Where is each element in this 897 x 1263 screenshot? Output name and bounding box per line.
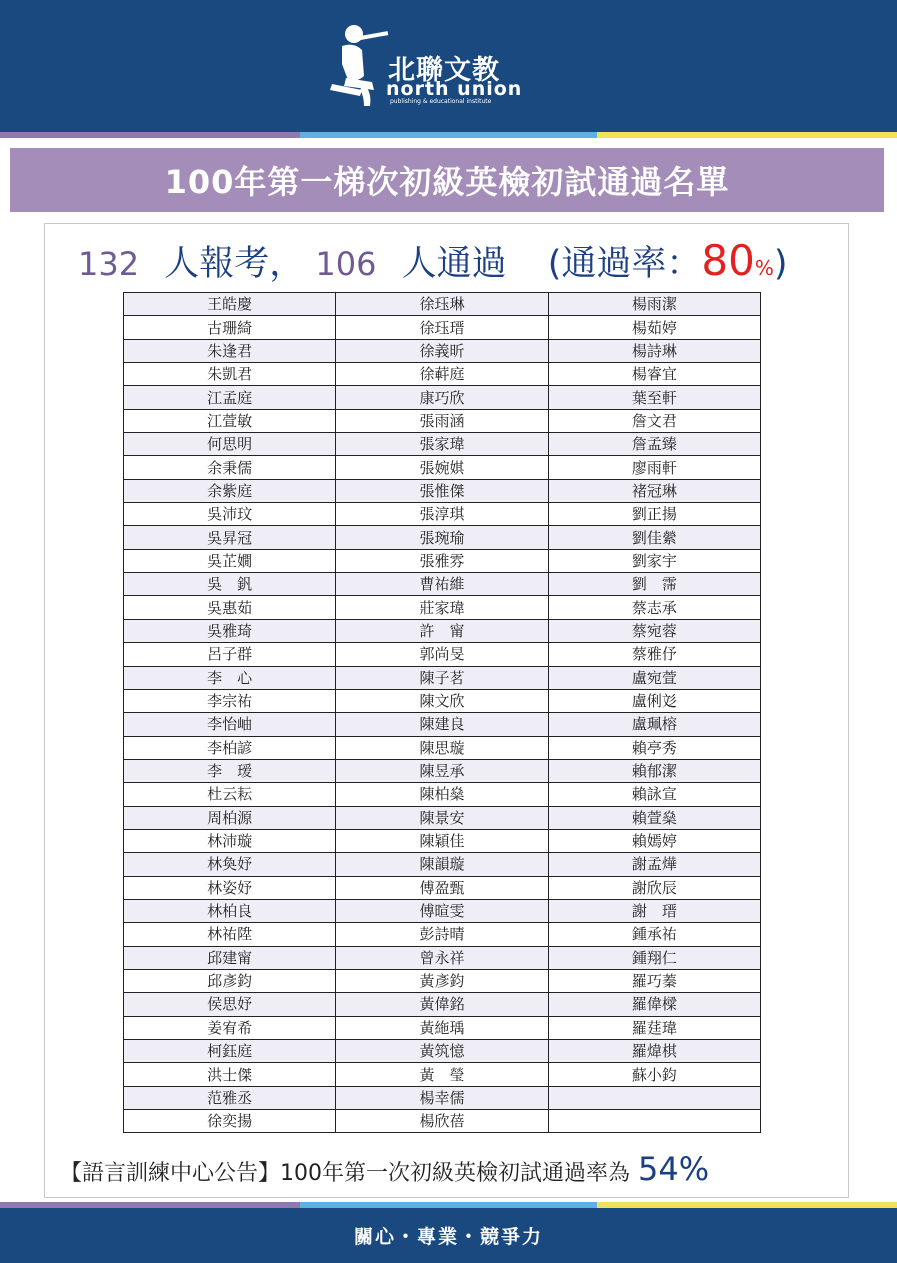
table-row: [124, 829, 761, 852]
name-cell: 黃 瑩: [336, 1063, 548, 1086]
title-banner: [10, 148, 884, 212]
name-cell: 陳柏燊: [336, 783, 548, 806]
name-cell: 張淳琪: [336, 503, 548, 526]
notice-line: [60, 1150, 840, 1188]
name-cell: 余紫庭: [124, 479, 336, 502]
name-cell: 楊雨潔: [548, 293, 760, 316]
name-cell: 郭尚旻: [336, 643, 548, 666]
name-cell: 楊茹婷: [548, 316, 760, 339]
name-cell: 林姿妤: [124, 876, 336, 899]
table-row: [124, 1063, 761, 1086]
table-row: [124, 1040, 761, 1063]
pass-rate-value: 80: [701, 236, 755, 285]
name-cell: 黃彥鈞: [336, 969, 548, 992]
table-row: [124, 339, 761, 362]
name-cell: 鍾翔仁: [548, 946, 760, 969]
table-row: [124, 1086, 761, 1109]
name-cell: 蔡雅伃: [548, 643, 760, 666]
name-cell: 吳惠茹: [124, 596, 336, 619]
table-row: [124, 666, 761, 689]
name-cell: 葉至軒: [548, 386, 760, 409]
name-cell: 賴嫣婷: [548, 829, 760, 852]
name-cell: 洪士傑: [124, 1063, 336, 1086]
table-row: [124, 503, 761, 526]
table-row: [124, 549, 761, 572]
name-cell: 劉佳縈: [548, 526, 760, 549]
name-cell: 曾永祥: [336, 946, 548, 969]
table-row: [124, 573, 761, 596]
rate-close: ): [773, 244, 788, 284]
table-row: [124, 643, 761, 666]
name-cell: 王皓慶: [124, 293, 336, 316]
reading-figure-icon: [328, 20, 390, 112]
name-cell: 陳昱承: [336, 759, 548, 782]
pass-list-table: [123, 292, 761, 1133]
stripe-yellow: [597, 132, 897, 138]
table-row: [124, 1016, 761, 1039]
table-row: [124, 316, 761, 339]
name-cell: 彭詩晴: [336, 923, 548, 946]
name-cell: 徐蓒庭: [336, 363, 548, 386]
registered-label: 人報考，: [164, 244, 305, 284]
name-cell: 李 心: [124, 666, 336, 689]
name-cell: 楊幸儒: [336, 1086, 548, 1109]
name-cell: 張惟傑: [336, 479, 548, 502]
table-row: [124, 853, 761, 876]
name-cell: 朱凱君: [124, 363, 336, 386]
name-cell: 李怡岫: [124, 713, 336, 736]
name-cell: 鍾承祐: [548, 923, 760, 946]
name-cell: 盧俐彣: [548, 689, 760, 712]
name-cell: 余秉儒: [124, 456, 336, 479]
table-row: [124, 993, 761, 1016]
name-cell: 林奐妤: [124, 853, 336, 876]
stripe-purple: [0, 132, 300, 138]
name-cell: 蘇小鈞: [548, 1063, 760, 1086]
name-cell: 李宗祐: [124, 689, 336, 712]
name-cell: 盧宛萱: [548, 666, 760, 689]
name-cell: 陳建良: [336, 713, 548, 736]
name-cell: 陳景安: [336, 806, 548, 829]
name-cell: 徐奕揚: [124, 1110, 336, 1133]
page-title: 100年第一梯次初級英檢初試通過名單: [164, 163, 730, 201]
top-color-stripes: [0, 132, 897, 138]
name-cell: 莊家瑋: [336, 596, 548, 619]
name-cell: 許 甯: [336, 619, 548, 642]
name-cell: 何思明: [124, 433, 336, 456]
table-row: [124, 596, 761, 619]
name-cell: 陳韻璇: [336, 853, 548, 876]
name-cell: 謝孟燁: [548, 853, 760, 876]
table-row: [124, 363, 761, 386]
name-cell: 蔡宛蓉: [548, 619, 760, 642]
name-cell: 曹祐維: [336, 573, 548, 596]
name-cell: 侯思妤: [124, 993, 336, 1016]
table-row: [124, 759, 761, 782]
name-cell: 張婉娸: [336, 456, 548, 479]
name-cell: 謝欣辰: [548, 876, 760, 899]
name-cell: 蔡志承: [548, 596, 760, 619]
name-cell: 詹文君: [548, 409, 760, 432]
table-row: [124, 783, 761, 806]
name-cell: 吳雅琦: [124, 619, 336, 642]
table-row: [124, 806, 761, 829]
table-row: [124, 386, 761, 409]
name-cell: 林祐陞: [124, 923, 336, 946]
name-cell: 李柏諺: [124, 736, 336, 759]
logo-subtitle: publishing & educational institute: [390, 98, 492, 105]
name-cell: 劉家宇: [548, 549, 760, 572]
name-cell: 楊欣蓓: [336, 1110, 548, 1133]
logo-english-name: north union: [386, 78, 523, 100]
table-row: [124, 713, 761, 736]
logo-chinese-name: 北聯文教: [388, 55, 500, 86]
name-cell: 陳穎佳: [336, 829, 548, 852]
name-cell: 傅盈甄: [336, 876, 548, 899]
name-cell: 呂子群: [124, 643, 336, 666]
stripe-blue: [300, 132, 597, 138]
name-cell: 張雨涵: [336, 409, 548, 432]
name-cell: 羅莛瑋: [548, 1016, 760, 1039]
north-union-logo[interactable]: [328, 20, 528, 115]
table-row: [124, 619, 761, 642]
name-cell: [548, 1086, 760, 1109]
table-row: [124, 293, 761, 316]
name-cell: 劉 霈: [548, 573, 760, 596]
name-cell: 江萱敏: [124, 409, 336, 432]
name-cell: 詹孟臻: [548, 433, 760, 456]
name-cell: 杜云耘: [124, 783, 336, 806]
pass-rate-unit: %: [754, 256, 774, 280]
table-row: [124, 969, 761, 992]
footer: [0, 1208, 897, 1263]
name-cell: 徐珏瑨: [336, 316, 548, 339]
passed-label: 人通過: [401, 244, 507, 284]
name-cell: 黃筑憶: [336, 1040, 548, 1063]
name-cell: 邱彥鈞: [124, 969, 336, 992]
name-cell: 李 瑷: [124, 759, 336, 782]
name-cell: 張琬瑜: [336, 526, 548, 549]
name-cell: 楊睿宜: [548, 363, 760, 386]
name-cell: 賴亭秀: [548, 736, 760, 759]
name-cell: 吳昇冠: [124, 526, 336, 549]
table-row: [124, 479, 761, 502]
name-cell: 張雅雰: [336, 549, 548, 572]
name-cell: 賴詠宣: [548, 783, 760, 806]
name-cell: 賴郁潔: [548, 759, 760, 782]
table-row: [124, 876, 761, 899]
summary-line: [78, 236, 838, 284]
name-cell: 楊詩琳: [548, 339, 760, 362]
name-cell: 江孟庭: [124, 386, 336, 409]
table-row: [124, 689, 761, 712]
name-cell: 邱建甯: [124, 946, 336, 969]
name-cell: 黃偉銘: [336, 993, 548, 1016]
name-cell: 謝 瑨: [548, 899, 760, 922]
table-row: [124, 736, 761, 759]
name-cell: 康巧欣: [336, 386, 548, 409]
name-cell: 陳文欣: [336, 689, 548, 712]
name-cell: 傅暄雯: [336, 899, 548, 922]
table-row: [124, 526, 761, 549]
name-cell: 賴萱燊: [548, 806, 760, 829]
name-cell: 黃絁瑀: [336, 1016, 548, 1039]
name-cell: 柯鈺庭: [124, 1040, 336, 1063]
name-cell: 羅煒棋: [548, 1040, 760, 1063]
notice-text: 【語言訓練中心公告】100年第一次初級英檢初試通過率為: [60, 1161, 630, 1186]
name-cell: 陳子茗: [336, 666, 548, 689]
table-row: [124, 946, 761, 969]
name-cell: 褚冠琳: [548, 479, 760, 502]
passed-count: 106: [315, 245, 377, 283]
name-cell: 羅偉樑: [548, 993, 760, 1016]
name-cell: 徐珏琳: [336, 293, 548, 316]
name-cell: 林沛璇: [124, 829, 336, 852]
name-cell: 徐義昕: [336, 339, 548, 362]
name-cell: 劉正揚: [548, 503, 760, 526]
name-cell: 林柏良: [124, 899, 336, 922]
name-cell: [548, 1110, 760, 1133]
name-cell: 吳 釩: [124, 573, 336, 596]
name-cell: 吳沛玟: [124, 503, 336, 526]
table-row: [124, 899, 761, 922]
name-cell: 廖雨軒: [548, 456, 760, 479]
name-cell: 陳思璇: [336, 736, 548, 759]
registered-count: 132: [78, 245, 140, 283]
name-cell: 張家瑋: [336, 433, 548, 456]
table-row: [124, 409, 761, 432]
name-cell: 古珊綺: [124, 316, 336, 339]
name-cell: 姜宥希: [124, 1016, 336, 1039]
notice-rate: 54%: [638, 1150, 710, 1188]
name-cell: 盧珮榕: [548, 713, 760, 736]
footer-slogan: 關心・專業・競爭力: [353, 1226, 543, 1248]
table-row: [124, 456, 761, 479]
table-row: [124, 1110, 761, 1133]
name-cell: 朱逢君: [124, 339, 336, 362]
table-row: [124, 433, 761, 456]
table-row: [124, 923, 761, 946]
name-cell: 范雅丞: [124, 1086, 336, 1109]
name-cell: 羅巧蓁: [548, 969, 760, 992]
header: [0, 0, 897, 132]
name-cell: 周柏源: [124, 806, 336, 829]
rate-open: (通過率：: [547, 244, 702, 284]
name-cell: 吳芷嫺: [124, 549, 336, 572]
